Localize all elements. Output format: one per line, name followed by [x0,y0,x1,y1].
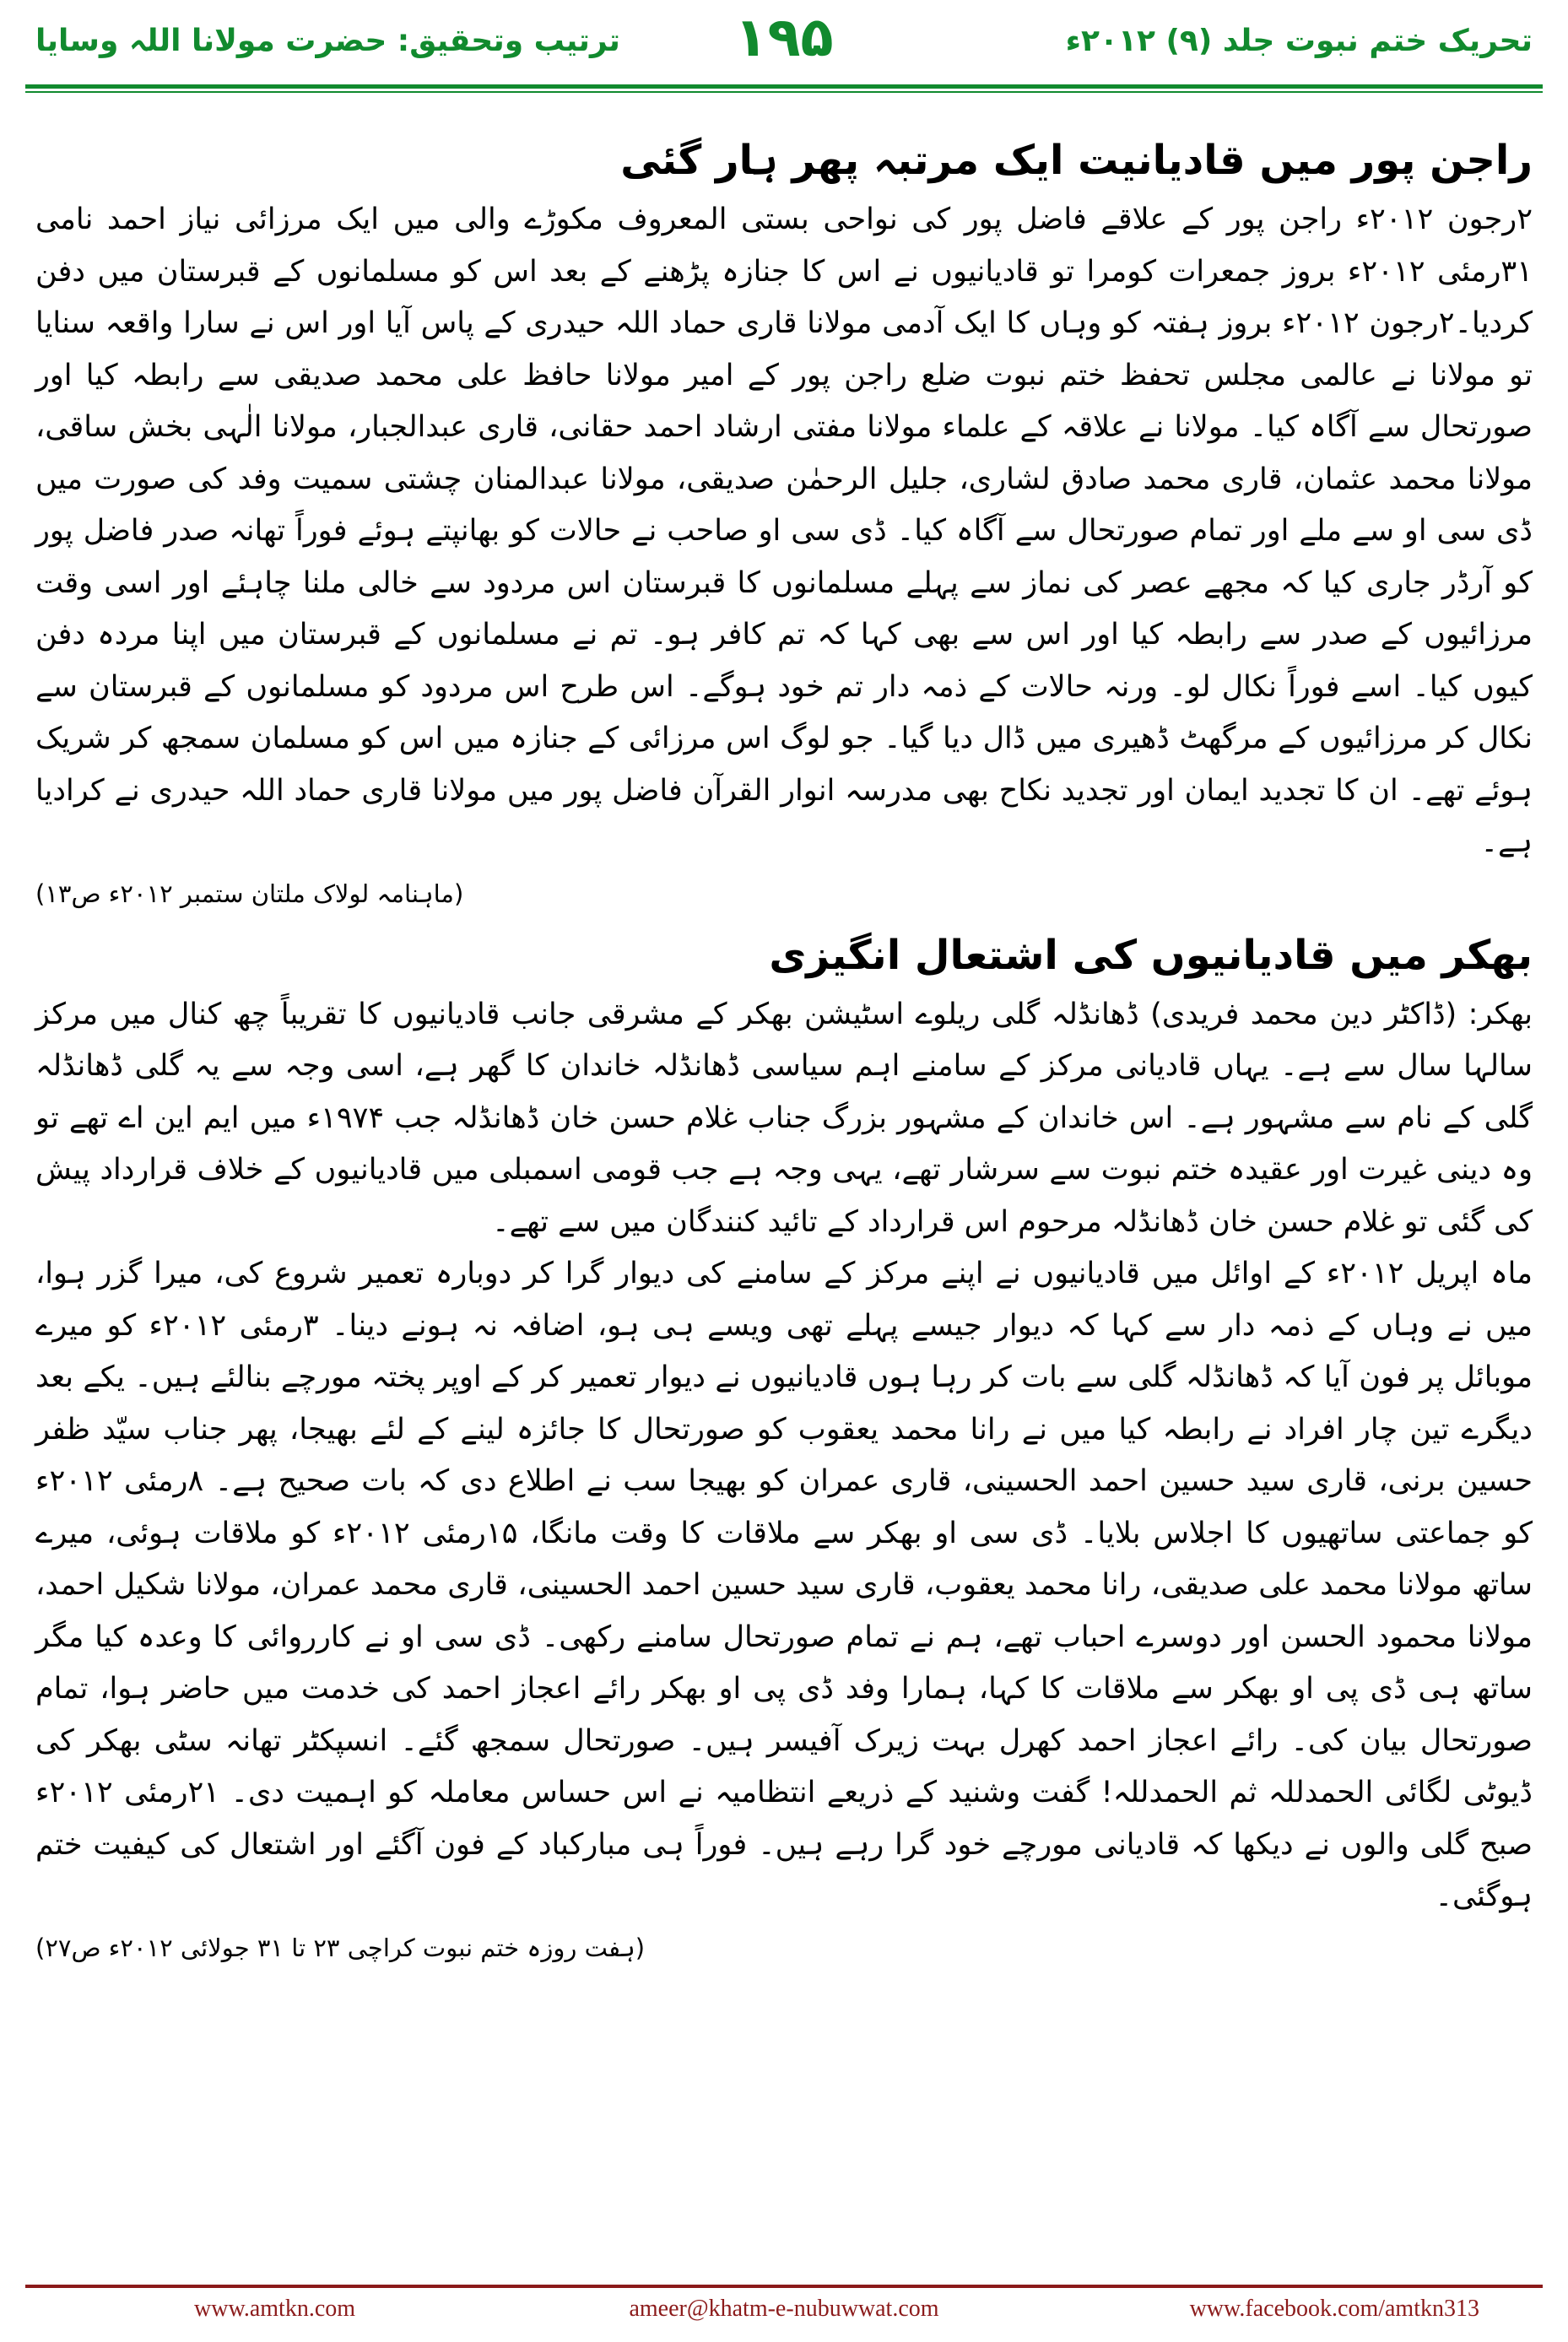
article-source: (ماہنامہ لولاک ملتان ستمبر ۲۰۱۲ء ص۱۳) [35,879,464,908]
footer-rule [25,2285,1543,2288]
article-source-line [35,869,1533,918]
footer-website-link[interactable]: www.amtkn.com [194,2296,356,2322]
article-source-line [35,1923,1533,1972]
page-content [35,127,1533,1972]
header-rule [25,84,1543,89]
footer-facebook-link[interactable]: www.facebook.com/amtkn313 [1189,2296,1479,2322]
article-paragraph: بھکر: (ڈاکٹر دین محمد فریدی) ڈھانڈلہ گلی ریلوے اسٹیشن بھکر کے مشرقی جانب قادیانیوں کا تقریباً چھ کنال میں مرکز سالہا سال سے ہے۔ یہاں قادیانی مرکز کے سامنے اہم سیاسی ڈھانڈلہ خاندان کا گھر ہے، اسی وجہ سے یہ گلی ڈھانڈلہ گلی کے نام سے مشہور ہے۔ اس خاندان کے مشہور بزرگ جناب غلام حسن خان ڈھانڈلہ جب ۱۹۷۴ء میں ایم این اے تھے تو وہ دینی غیرت اور عقیدہ ختم نبوت سے سرشار تھے، یہی وجہ ہے جب قومی اسمبلی میں قادیانیوں کے خلاف قرارداد پیش کی گئی تو غلام حسن خان ڈھانڈلہ مرحوم اس قرارداد کے تائید کنندگان میں سے تھے۔ [35,997,1533,1239]
article-title: بھکر میں قادیانیوں کی اشتعال انگیزی [769,931,1533,979]
compiler-credit: ترتیب وتحقیق: حضرت مولانا اللہ وسایا [35,24,620,58]
header-rule-thin [25,91,1543,93]
book-title: تحریک ختم نبوت جلد (۹) ۲۰۱۲ء [1065,24,1533,58]
page-number: ۱۹۵ [734,7,834,69]
page-header [0,0,1568,84]
article-title: راجن پور میں قادیانیت ایک مرتبہ پھر ہار گئی [620,137,1533,184]
footer-email[interactable]: ameer@khatm-e-nubuwwat.com [629,2296,939,2322]
article-body: ۲رجون ۲۰۱۲ء راجن پور کے علاقے فاضل پور کی نواحی بستی المعروف مکوڑے والی میں ایک مرزائی نیاز احمد نامی ۳۱رمئی ۲۰۱۲ء بروز جمعرات کومرا تو قادیانیوں نے اس کا جنازہ پڑھنے کے بعد اس کو مسلمانوں کے قبرستان میں دفن کردیا۔۲رجون ۲۰۱۲ء بروز ہفتہ کو وہاں کا ایک آدمی مولانا قاری حماد اللہ حیدری کے پاس آیا اور اس نے سارا واقعہ سنایا تو مولانا نے عالمی مجلس تحفظ ختم نبوت ضلع راجن پور کے امیر مولانا حافظ علی محمد صدیقی سے رابطہ کیا اور صورتحال سے آگاہ کیا۔ مولانا نے علاقہ کے علماء مولانا مفتی ارشاد احمد حقانی، قاری عبدالجبار، مولانا الٰہی بخش ساقی، مولانا محمد عثمان، قاری محمد صادق لشاری، جلیل الرحمٰن صدیقی، مولانا عبدالمنان چشتی سمیت وفد کی صورت میں ڈی سی او سے ملے اور تمام صورتحال سے آگاہ کیا۔ ڈی سی او صاحب نے حالات کو بھانپتے ہوئے فوراً تھانہ صدر فاضل پور کو آرڈر جاری کیا کہ مجھے عصر کی نماز سے پہلے مسلمانوں کا قبرستان اس مردود سے خالی ملنا چاہئے اور اسی وقت مرزائیوں کے صدر سے رابطہ کیا اور اس سے بھی کہا کہ تم کافر ہو۔ تم نے مسلمانوں کے قبرستان میں اپنا مردہ دفن کیوں کیا۔ اسے فوراً نکال لو۔ ورنہ حالات کے ذمہ دار تم خود ہوگے۔ اس طرح اس مردود کو مسلمانوں کے قبرستان سے نکال کر مرزائیوں کے مرگھٹ ڈھیری میں ڈال دیا گیا۔ جو لوگ اس مرزائی کے جنازہ میں اس کو مسلمان سمجھ کر شریک ہوئے تھے۔ ان کا تجدید ایمان اور تجدید نکاح بھی مدرسہ انوار القرآن فاضل پور میں مولانا قاری حماد اللہ حیدری نے کرادیا ہے۔ [35,203,1533,859]
article-source: (ہفت روزہ ختم نبوت کراچی ۲۳ تا ۳۱ جولائی ۲۰۱۲ء ص۲۷) [35,1933,646,1962]
page-footer [0,2296,1568,2329]
article-paragraph: ماہ اپریل ۲۰۱۲ء کے اوائل میں قادیانیوں نے اپنے مرکز کے سامنے کی دیوار گرا کر دوبارہ تعمیر شروع کی، میرا گزر ہوا، میں نے وہاں کے ذمہ دار سے کہا کہ دیوار جیسے پہلے تھی ویسے ہی ہو، اضافہ نہ ہونے دینا۔ ۳رمئی ۲۰۱۲ء کو میرے موبائل پر فون آیا کہ ڈھانڈلہ گلی سے بات کر رہا ہوں قادیانیوں نے دیوار تعمیر کر کے اوپر پختہ مورچے بنالئے ہیں۔ یکے بعد دیگرے تین چار افراد نے رابطہ کیا میں نے رانا محمد یعقوب کو صورتحال کا جائزہ لینے کے لئے بھیجا، پھر جناب سیّد ظفر حسین برنی، قاری سید حسین احمد الحسینی، قاری عمران کو بھیجا سب نے اطلاع دی کہ بات صحیح ہے۔ ۸رمئی ۲۰۱۲ء کو جماعتی ساتھیوں کا اجلاس بلایا۔ ڈی سی او بھکر سے ملاقات کا وقت مانگا، ۱۵رمئی ۲۰۱۲ء کو ملاقات ہوئی، میرے ساتھ مولانا محمد علی صدیقی، رانا محمد یعقوب، قاری سید حسین احمد الحسینی، قاری محمد عمران، مولانا شکیل احمد، مولانا محمود الحسن اور دوسرے احباب تھے، ہم نے تمام صورتحال سامنے رکھی۔ ڈی سی او نے کارروائی کا وعدہ کیا مگر ساتھ ہی ڈی پی او بھکر سے ملاقات کا کہا، ہمارا وفد ڈی پی او بھکر رائے اعجاز احمد کی خدمت میں حاضر ہوا، تمام صورتحال بیان کی۔ رائے اعجاز احمد کھرل بہت زیرک آفیسر ہیں۔ صورتحال سمجھ گئے۔ انسپکٹر تھانہ سٹی بھکر کی ڈیوٹی لگائی الحمدللہ ثم الحمدللہ! گفت وشنید کے ذریعے انتظامیہ نے اس حساس معاملہ کو اہمیت دی۔ ۲۱رمئی ۲۰۱۲ء صبح گلی والوں نے دیکھا کہ قادیانی مورچے خود گرا رہے ہیں۔ فوراً ہی مبارکباد کے فون آگئے اور اشتعال کی کیفیت ختم ہوگئی۔ [35,1257,1533,1913]
